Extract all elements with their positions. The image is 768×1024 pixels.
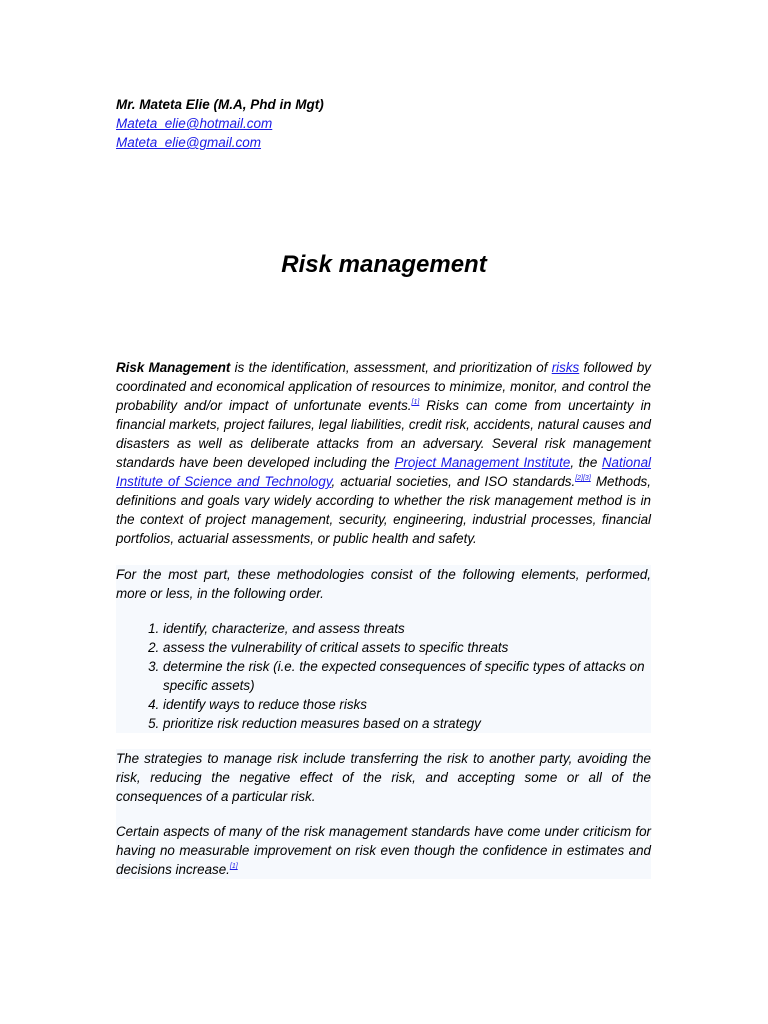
list-item: 2. assess the vulnerability of critical assets to specific threats	[163, 638, 651, 657]
link-nist[interactable]: National Institute of Science and Technology	[116, 455, 651, 489]
spacer	[116, 603, 651, 619]
author-block	[116, 95, 324, 152]
document-body	[116, 358, 651, 879]
methods-intro-paragraph: For the most part, these methodologies consist of the following elements, performed, more or less, in the following order.	[116, 567, 651, 601]
author-name: Mr. Mateta Elie (M.A, Phd in Mgt)	[116, 97, 324, 112]
intro-bold-lead: Risk Management	[116, 360, 231, 375]
intro-text-6: Methods, definitions and goals vary widely according to whether the risk management method is in the context of project management, security, engineering, industrial processes, financial portfolios, actuarial assessments, or public health and safety.	[116, 474, 651, 546]
shaded-section	[116, 565, 651, 733]
link-project-management-institute[interactable]: Project Management Institute	[394, 455, 571, 470]
citation-1[interactable]: [1]	[229, 863, 238, 870]
citation-1[interactable]: [1]	[411, 399, 420, 406]
criticism-paragraph	[116, 822, 651, 879]
strategies-paragraph: The strategies to manage risk include transferring the risk to another party, avoiding the risk, reducing the negative effect of the risk, and accepting some or all of the consequences of a particular risk.	[116, 751, 651, 804]
intro-text-5: , actuarial societies, and ISO standards.	[331, 474, 576, 489]
email-link-gmail[interactable]: Mateta_elie@gmail.com	[116, 135, 262, 150]
spacer	[116, 733, 651, 749]
shaded-section	[116, 749, 651, 879]
spacer	[116, 806, 651, 822]
email-link-hotmail[interactable]: Mateta_elie@hotmail.com	[116, 116, 273, 131]
intro-text-2: followed by coordinated and economical application of resources to minimize, monitor, and control the probability and/or impact of unfortunate events.	[116, 360, 652, 413]
intro-text-4: , the	[570, 455, 602, 470]
intro-text-1: is the identification, assessment, and prioritization of	[230, 360, 552, 375]
intro-text-3: Risks can come from uncertainty in financial markets, project failures, legal liabilities, credit risk, accidents, natural causes and disasters as well as deliberate attacks from an adversary. Several risk management standards have been developed including the	[116, 398, 652, 470]
citation-2-3[interactable]: [2][3]	[575, 475, 591, 482]
list-item: 4. identify ways to reduce those risks	[163, 695, 651, 714]
criticism-text: Certain aspects of many of the risk management standards have come under criticism for having no measurable improvement on risk even though the confidence in estimates and decisions increase.	[116, 824, 651, 877]
list-item: 3. determine the risk (i.e. the expected consequences of specific types of attacks on specific assets)	[163, 657, 651, 695]
list-item: 5. prioritize risk reduction measures based on a strategy	[163, 714, 651, 733]
document-title: Risk management	[281, 251, 487, 278]
steps-list	[116, 619, 651, 733]
list-item: 1. identify, characterize, and assess threats	[163, 619, 651, 638]
link-risks[interactable]: risks	[551, 360, 580, 375]
intro-paragraph	[116, 358, 651, 548]
